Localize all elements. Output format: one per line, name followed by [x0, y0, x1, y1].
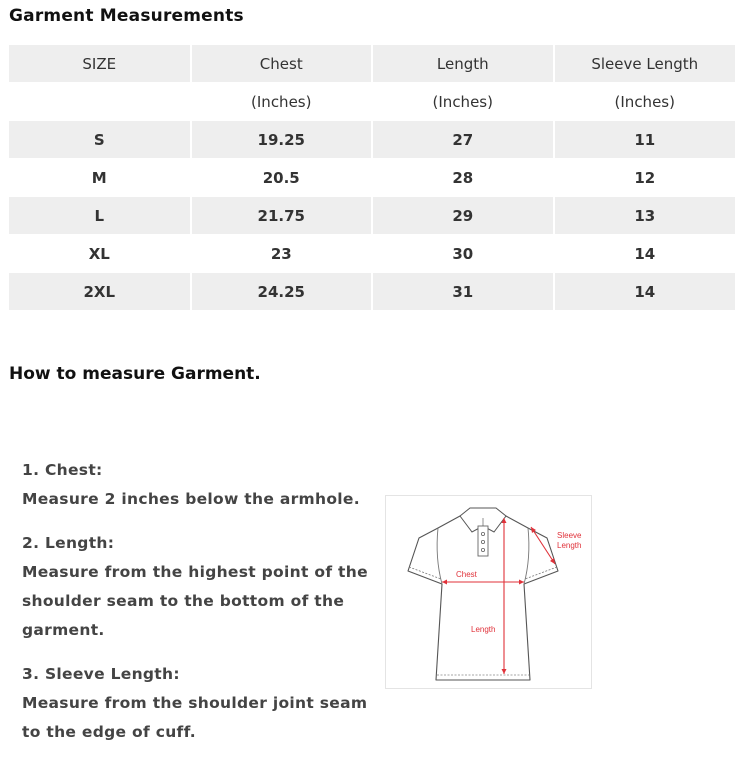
sleeve-length-label-line2: Length — [557, 541, 582, 550]
step-text: Measure 2 inches below the armhole. — [22, 490, 360, 508]
sleeve-length-label-line1: Sleeve — [557, 531, 582, 540]
length-cell: 31 — [372, 273, 554, 311]
size-cell: XL — [9, 235, 191, 273]
column-header-length: Length — [372, 45, 554, 83]
column-header-sleeve-length: Sleeve Length — [554, 45, 736, 83]
sleeve-length-cell: 12 — [554, 159, 736, 197]
table-row — [9, 121, 735, 159]
chest-cell: 21.75 — [191, 197, 373, 235]
unit-cell: (Inches) — [372, 83, 554, 121]
sleeve-length-cell: 14 — [554, 273, 736, 311]
chest-cell: 19.25 — [191, 121, 373, 159]
unit-cell: (Inches) — [191, 83, 373, 121]
chest-cell: 24.25 — [191, 273, 373, 311]
sleeve-length-cell: 11 — [554, 121, 736, 159]
size-cell: S — [9, 121, 191, 159]
table-row — [9, 235, 735, 273]
column-header-size: SIZE — [9, 45, 191, 83]
table-row — [9, 159, 735, 197]
chest-cell: 20.5 — [191, 159, 373, 197]
size-cell: L — [9, 197, 191, 235]
table-header-row — [9, 45, 735, 83]
step-title: 1. Chest: — [22, 461, 103, 479]
length-cell: 29 — [372, 197, 554, 235]
table-row — [9, 197, 735, 235]
length-cell: 30 — [372, 235, 554, 273]
table-row — [9, 273, 735, 311]
chest-label: Chest — [456, 570, 477, 579]
sleeve-length-cell: 13 — [554, 197, 736, 235]
size-cell: M — [9, 159, 191, 197]
chest-cell: 23 — [191, 235, 373, 273]
step-text: Measure from the highest point of the shoulder seam to the bottom of the garment. — [22, 563, 368, 639]
column-header-chest: Chest — [191, 45, 373, 83]
instruction-step-sleeve-length — [22, 660, 372, 747]
size-cell: 2XL — [9, 273, 191, 311]
unit-cell — [9, 83, 191, 121]
size-chart-table — [9, 45, 735, 311]
step-title: 2. Length: — [22, 534, 115, 552]
step-text: Measure from the shoulder joint seam to the edge of cuff. — [22, 694, 368, 741]
instruction-step-chest — [22, 456, 372, 514]
length-label: Length — [471, 625, 496, 634]
page-title: Garment Measurements — [9, 6, 244, 26]
table-units-row — [9, 83, 735, 121]
sleeve-length-cell: 14 — [554, 235, 736, 273]
unit-cell: (Inches) — [554, 83, 736, 121]
length-cell: 27 — [372, 121, 554, 159]
garment-measurement-diagram — [385, 495, 592, 689]
polo-shirt-illustration — [386, 496, 591, 688]
instruction-step-length — [22, 529, 372, 645]
how-to-measure-heading: How to measure Garment. — [9, 364, 261, 384]
step-title: 3. Sleeve Length: — [22, 665, 180, 683]
length-cell: 28 — [372, 159, 554, 197]
measurement-instructions — [22, 456, 372, 762]
